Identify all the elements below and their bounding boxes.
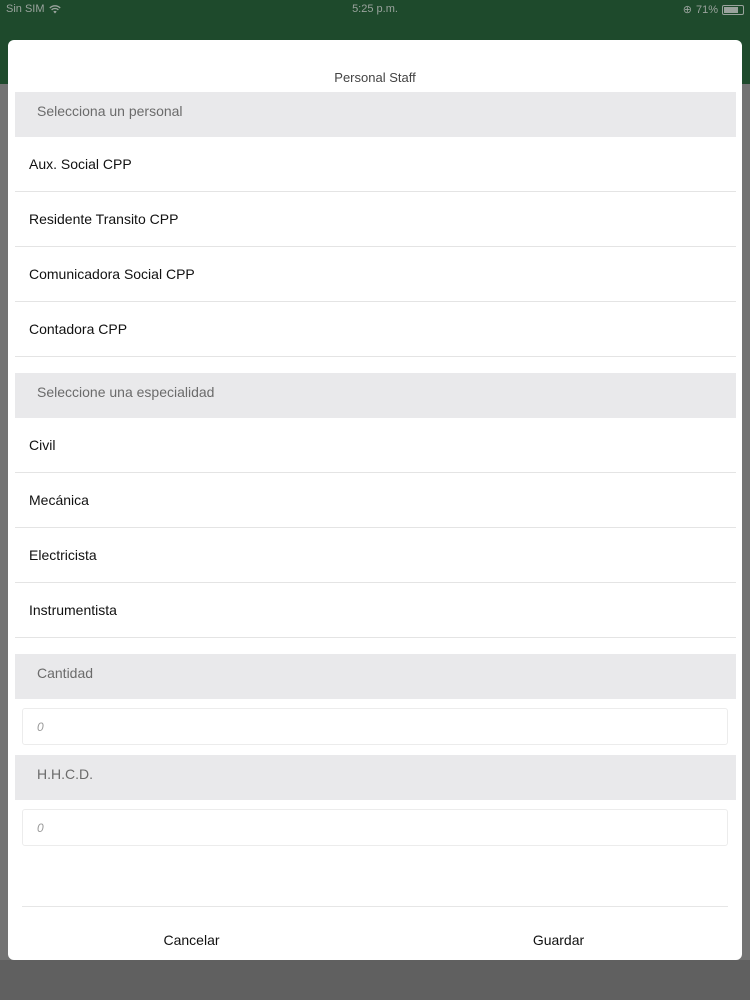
cantidad-section-header: Cantidad xyxy=(15,654,736,699)
cantidad-input[interactable] xyxy=(22,708,728,745)
personal-option[interactable]: Residente Transito CPP xyxy=(15,192,736,247)
personal-option[interactable]: Contadora CPP xyxy=(15,302,736,357)
personal-option[interactable]: Comunicadora Social CPP xyxy=(15,247,736,302)
battery-indicator xyxy=(683,3,744,16)
footer-divider xyxy=(22,906,728,907)
status-bar xyxy=(0,0,750,20)
hhcd-section-header: H.H.C.D. xyxy=(15,755,736,800)
carrier-label: Sin SIM xyxy=(6,3,45,15)
especialidad-option[interactable]: Electricista xyxy=(15,528,736,583)
personal-section-header: Selecciona un personal xyxy=(15,92,736,137)
especialidad-section-header: Seleccione una especialidad xyxy=(15,373,736,418)
hhcd-input[interactable] xyxy=(22,809,728,846)
orientation-lock-icon: ⊕ xyxy=(682,4,692,16)
battery-icon xyxy=(722,5,744,15)
personal-staff-dialog xyxy=(8,40,742,960)
dialog-title: Personal Staff xyxy=(334,70,416,85)
especialidad-option[interactable]: Instrumentista xyxy=(15,583,736,638)
app-bottom-bar xyxy=(0,960,750,1000)
especialidad-option[interactable]: Mecánica xyxy=(15,473,736,528)
save-button[interactable]: Guardar xyxy=(375,920,742,960)
cancel-button[interactable]: Cancelar xyxy=(8,920,375,960)
battery-percent: 71% xyxy=(695,3,718,16)
clock: 5:25 p.m. xyxy=(352,3,398,15)
especialidad-option[interactable]: Civil xyxy=(15,418,736,473)
personal-option[interactable]: Aux. Social CPP xyxy=(15,137,736,192)
